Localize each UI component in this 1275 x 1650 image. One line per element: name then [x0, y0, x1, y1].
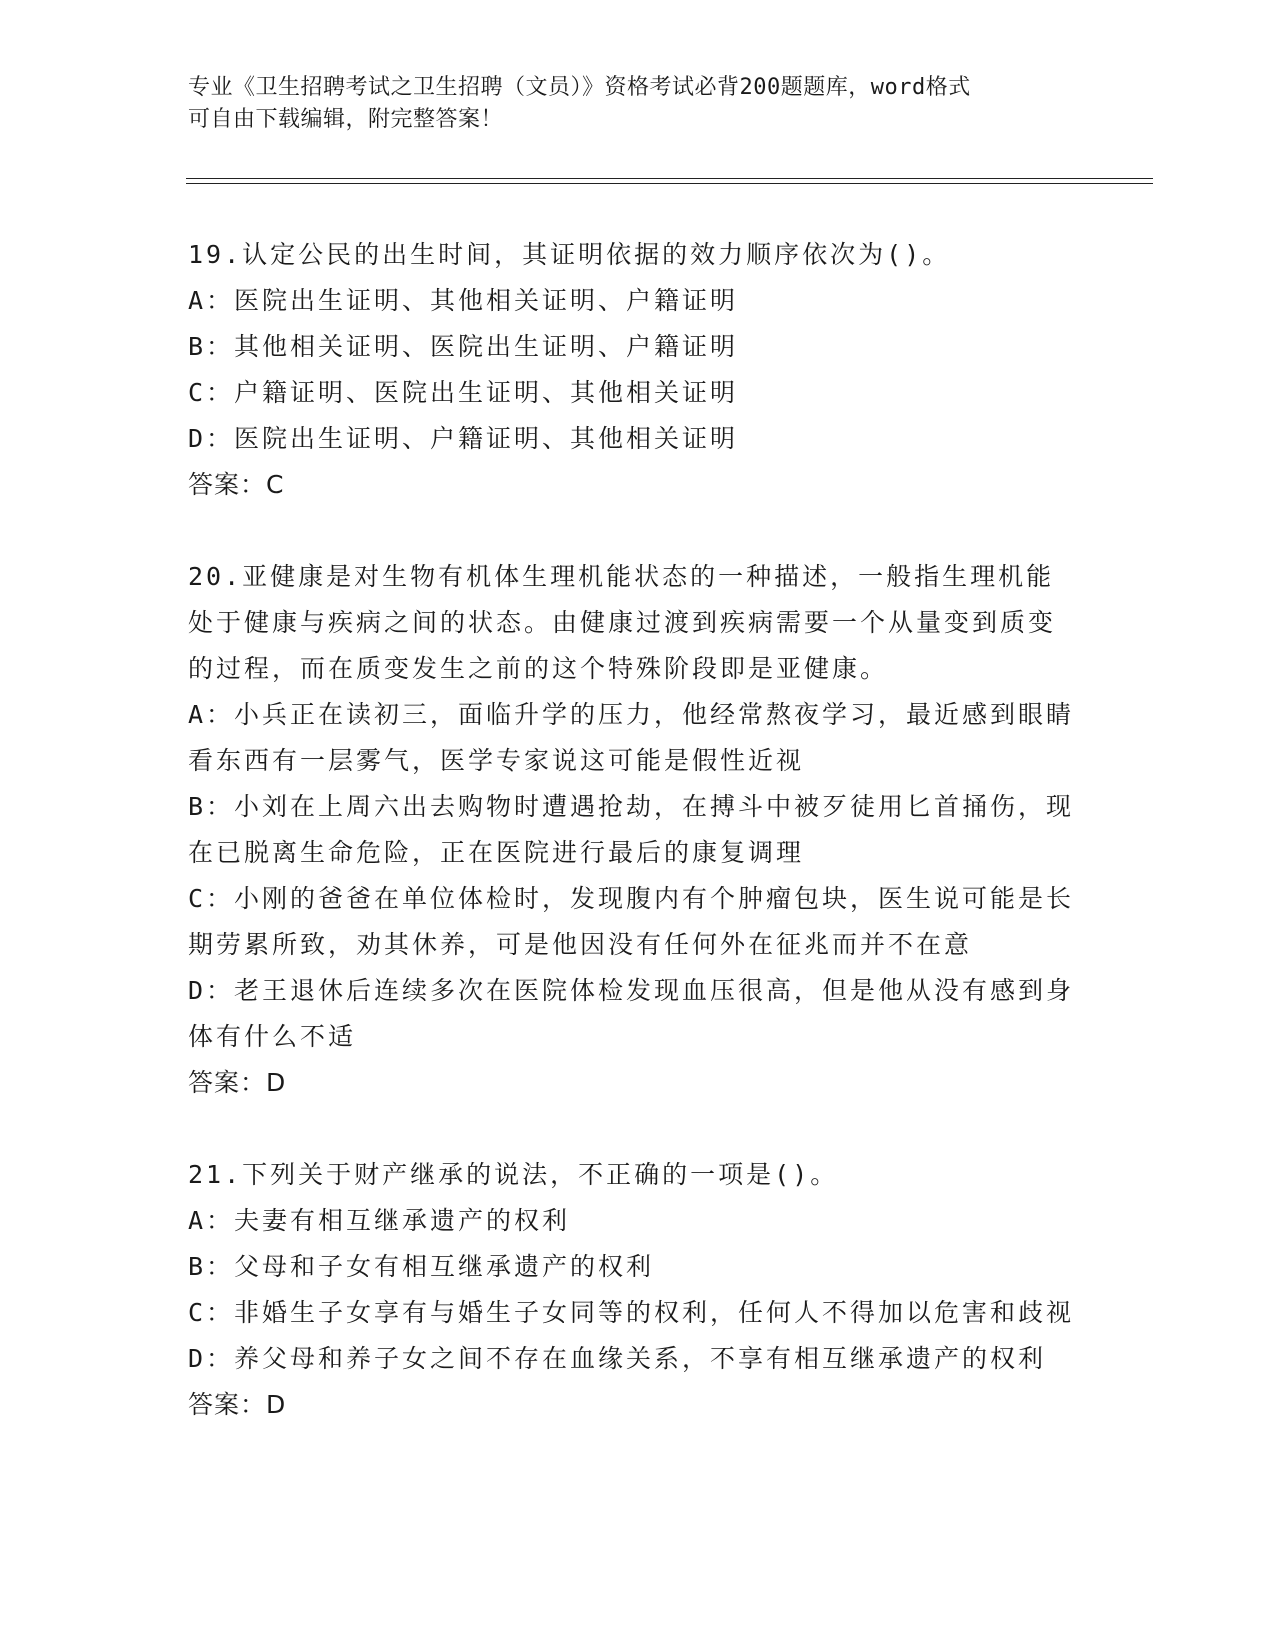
option-b: B：其他相关证明、医院出生证明、户籍证明 — [188, 332, 739, 361]
option-b: B：小刘在上周六出去购物时遭遇抢劫，在搏斗中被歹徒用匕首捅伤，现在已脱离生命危险，正在医院进行最后的康复调理 — [188, 792, 1075, 867]
option-a: A：夫妻有相互继承遗产的权利 — [188, 1206, 571, 1235]
option-a: A：小兵正在读初三，面临升学的压力，他经常熬夜学习，最近感到眼睛看东西有一层雾气，医学专家说这可能是假性近视 — [188, 700, 1075, 775]
header-title-line-2: 可自由下载编辑，附完整答案！ — [188, 107, 504, 132]
header-divider-top — [186, 178, 1153, 179]
option-d: D：老王退休后连续多次在医院体检发现血压很高，但是他从没有感到身体有什么不适 — [188, 976, 1075, 1051]
question-stem: 21.下列关于财产继承的说法，不正确的一项是()。 — [188, 1160, 839, 1189]
header-divider-bottom — [186, 183, 1153, 184]
question-19 — [188, 232, 1088, 508]
answer-line: 答案：D — [188, 1068, 287, 1097]
answer-line: 答案：C — [188, 470, 285, 499]
option-d: D：医院出生证明、户籍证明、其他相关证明 — [188, 424, 739, 453]
option-c: C：非婚生子女享有与婚生子女同等的权利，任何人不得加以危害和歧视 — [188, 1298, 1075, 1327]
answer-line: 答案：D — [188, 1390, 287, 1419]
question-list — [188, 232, 1088, 1474]
option-c: C：户籍证明、医院出生证明、其他相关证明 — [188, 378, 739, 407]
header-title-line-1: 专业《卫生招聘考试之卫生招聘（文员）》资格考试必背200题题库，word格式 — [188, 75, 971, 100]
option-a: A：医院出生证明、其他相关证明、户籍证明 — [188, 286, 739, 315]
option-d: D：养父母和养子女之间不存在血缘关系，不享有相互继承遗产的权利 — [188, 1344, 1047, 1373]
question-20 — [188, 554, 1088, 1106]
question-21 — [188, 1152, 1088, 1428]
option-b: B：父母和子女有相互继承遗产的权利 — [188, 1252, 655, 1281]
document-header — [188, 72, 1068, 136]
option-c: C：小刚的爸爸在单位体检时，发现腹内有个肿瘤包块，医生说可能是长期劳累所致，劝其休养，可是他因没有任何外在征兆而并不在意 — [188, 884, 1075, 959]
question-stem: 19.认定公民的出生时间，其证明依据的效力顺序依次为()。 — [188, 240, 951, 269]
question-stem: 20.亚健康是对生物有机体生理机能状态的一种描述，一般指生理机能处于健康与疾病之间的状态。由健康过渡到疾病需要一个从量变到质变的过程，而在质变发生之前的这个特殊阶段即是亚健康。 — [188, 562, 1057, 683]
